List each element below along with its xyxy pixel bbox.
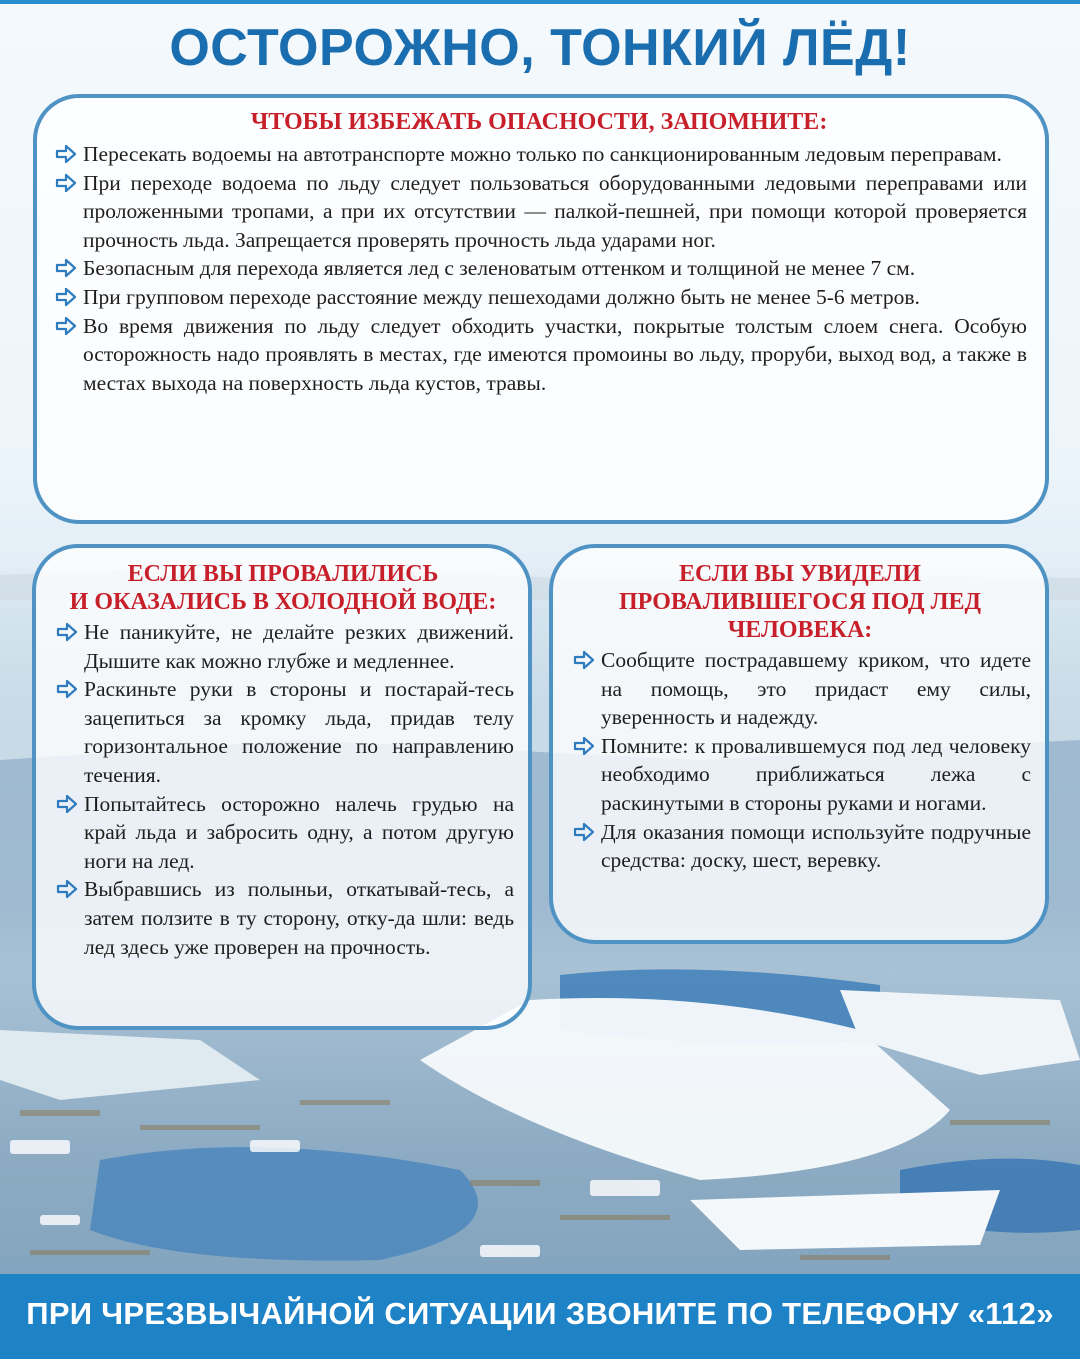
saw-someone-heading: ЕСЛИ ВЫ УВИДЕЛИ ПРОВАЛИВШЕГОСЯ ПОД ЛЕД ЧЕЛОВЕКА: [619, 561, 981, 643]
prevention-heading: ЧТОБЫ ИЗБЕЖАТЬ ОПАСНОСТИ, ЗАПОМНИТЕ: [250, 109, 828, 135]
arrow-right-icon [573, 822, 595, 842]
arrow-right-icon [55, 316, 77, 336]
fell-through-heading: ЕСЛИ ВЫ ПРОВАЛИЛИСЬ И ОКАЗАЛИСЬ В ХОЛОДНОЙ ВОДЕ: [69, 561, 497, 615]
arrow-right-icon [573, 650, 595, 670]
fell-through-list [52, 618, 514, 961]
list-item: Безопасным для перехода является лед с зеленоватым оттенком и толщиной не менее 7 см. [51, 254, 1027, 283]
arrow-right-icon [573, 736, 595, 756]
prevention-panel [33, 94, 1049, 524]
emergency-footer [0, 1274, 1080, 1359]
list-item: Помните: к провалившемуся под лед человеку необходимо приближаться лежа с раскинутыми в стороны руками и ногами. [569, 732, 1031, 818]
arrow-right-icon [55, 287, 77, 307]
list-item: При групповом переходе расстояние между пешеходами должно быть не менее 5-6 метров. [51, 283, 1027, 312]
emergency-call-text: ПРИ ЧРЕЗВЫЧАЙНОЙ СИТУАЦИИ ЗВОНИТЕ ПО ТЕЛЕФОНУ «112» [26, 1296, 1054, 1331]
fell-through-panel [32, 544, 532, 1030]
list-item: При переходе водоема по льду следует пользоваться оборудованными ледовыми переправами или проложенными тропами, а при их отсутствии — палкой-пешней, при помощи которой проверяется прочность льда. Запрещается проверять прочность льда ударами ног. [51, 169, 1027, 255]
arrow-right-icon [55, 258, 77, 278]
saw-someone-panel [549, 544, 1049, 944]
list-item: Для оказания помощи используйте подручные средства: доску, шест, веревку. [569, 818, 1031, 875]
list-item: Выбравшись из полыньи, откатывай-тесь, а затем ползите в ту сторону, отку-да шли: ведь лед здесь уже проверен на прочность. [52, 875, 514, 961]
list-item: Попытайтесь осторожно налечь грудью на край льда и забросить одну, а потом другую ноги на лед. [52, 790, 514, 876]
list-item: Пересекать водоемы на автотранспорте можно только по санкционированным ледовым переправам. [51, 140, 1027, 169]
prevention-list [51, 140, 1027, 397]
list-item: Не паникуйте, не делайте резких движений. Дышите как можно глубже и медленнее. [52, 618, 514, 675]
list-item: Сообщите пострадавшему криком, что идете на помощь, это придаст ему силы, уверенность и надежду. [569, 646, 1031, 732]
arrow-right-icon [56, 679, 78, 699]
saw-someone-list [569, 646, 1031, 875]
list-item: Во время движения по льду следует обходить участки, покрытые толстым слоем снега. Особую осторожность надо проявлять в местах, где имеются промоины во льду, проруби, выход вод, а также в местах выхода на поверхность льда кустов, травы. [51, 312, 1027, 398]
arrow-right-icon [55, 144, 77, 164]
list-item: Раскиньте руки в стороны и постарай-тесь зацепиться за кромку льда, придав телу горизонтальное положение по направлению течения. [52, 675, 514, 789]
arrow-right-icon [56, 794, 78, 814]
arrow-right-icon [56, 879, 78, 899]
arrow-right-icon [55, 173, 77, 193]
arrow-right-icon [56, 622, 78, 642]
page-title: ОСТОРОЖНО, ТОНКИЙ ЛЁД! [169, 19, 911, 77]
